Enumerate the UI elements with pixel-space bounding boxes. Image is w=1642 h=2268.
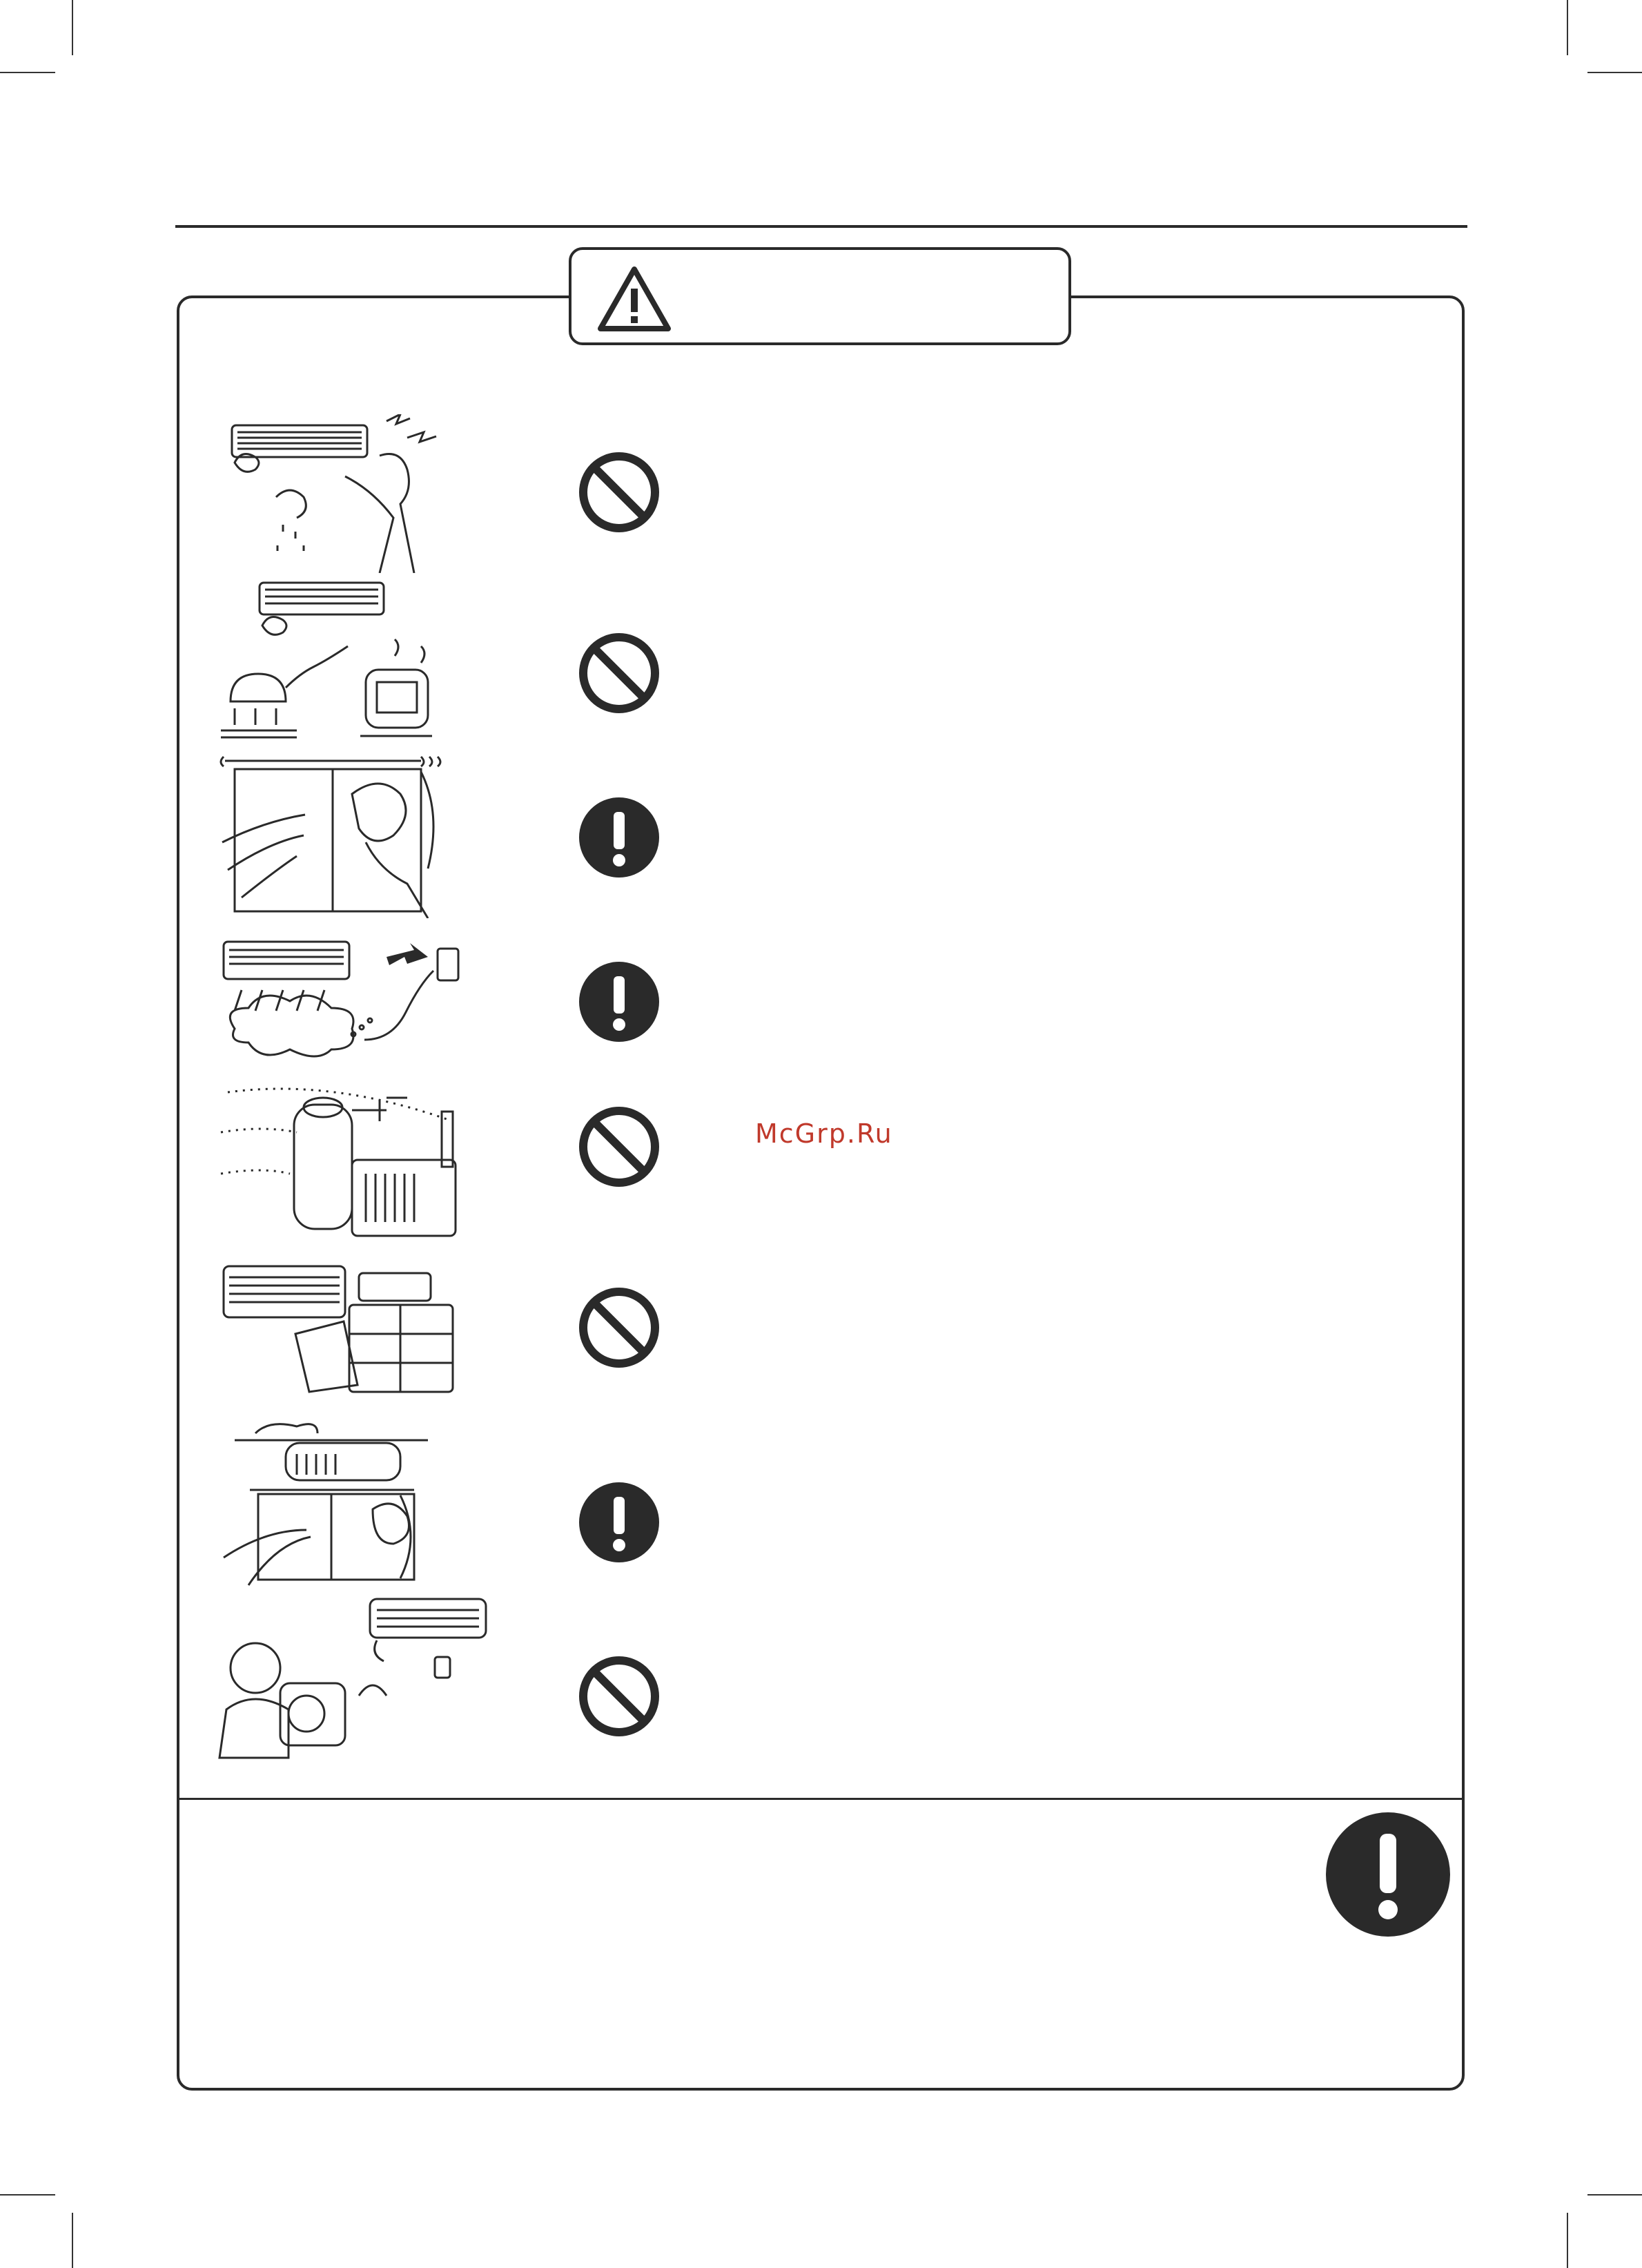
prohibited-icon: [577, 1654, 661, 1738]
mandatory-icon: [577, 795, 661, 880]
header-rule: [175, 225, 1467, 228]
watermark: McGrp.Ru: [755, 1118, 893, 1149]
crop-mark: [0, 2194, 55, 2196]
crop-mark: [1587, 2194, 1642, 2196]
crop-mark: [1567, 2213, 1568, 2268]
blocked-airflow-illustration: [214, 1257, 462, 1395]
caution-tab: [569, 247, 1071, 345]
section-divider: [177, 1798, 1465, 1800]
mandatory-icon: [1324, 1810, 1452, 1939]
prohibited-icon: [577, 1286, 661, 1370]
steam-heater-illustration: [214, 577, 449, 743]
crop-mark: [0, 72, 55, 73]
unplug-smoke-illustration: [214, 932, 462, 1070]
mandatory-icon: [577, 1480, 661, 1564]
warning-triangle-icon: [596, 264, 672, 333]
curtain-window-illustration: [214, 1413, 442, 1592]
prohibited-icon: [577, 631, 661, 715]
prohibited-icon: [577, 450, 661, 534]
wet-hands-ac-illustration: [214, 414, 456, 573]
mandatory-icon: [577, 960, 661, 1044]
gas-cylinder-illustration: [214, 1077, 469, 1243]
crop-mark: [72, 0, 73, 55]
ventilate-window-illustration: [214, 753, 456, 918]
prohibited-icon: [577, 1105, 661, 1189]
crop-mark: [72, 2213, 73, 2268]
crop-mark: [1587, 72, 1642, 73]
crop-mark: [1567, 0, 1568, 55]
airflow-on-people-illustration: [214, 1592, 490, 1765]
